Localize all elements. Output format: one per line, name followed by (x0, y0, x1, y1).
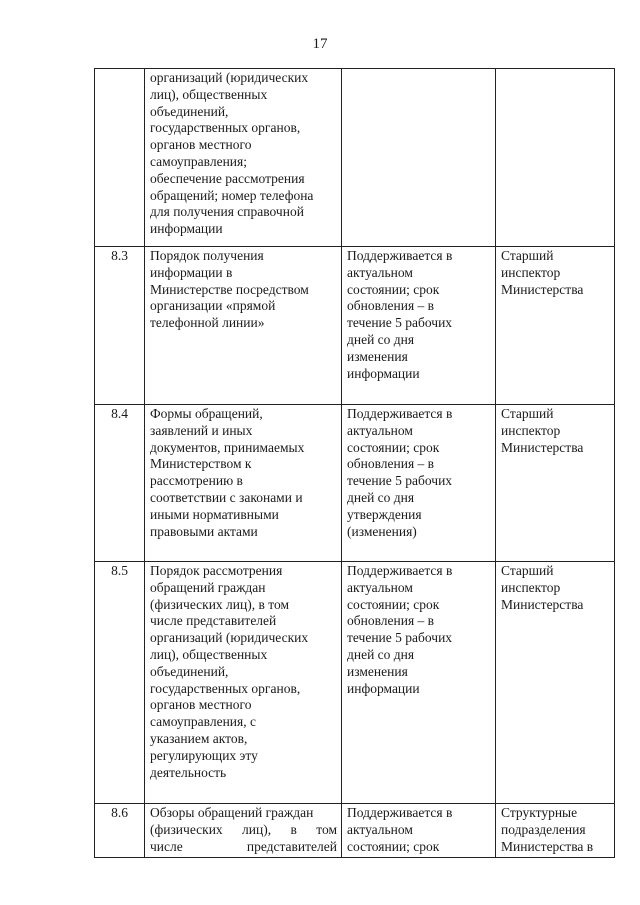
text-line: организации «прямой (150, 298, 276, 314)
text-line: дней со дня (347, 331, 415, 347)
responsible-cell (496, 405, 615, 562)
description-cell (145, 69, 342, 247)
text-line: состоянии; срок (347, 838, 440, 854)
text-line: Министерством к (150, 456, 252, 472)
text-line: обновления – в (347, 456, 435, 472)
text-line: (изменения) (347, 523, 417, 539)
text-line: иными нормативными (150, 506, 279, 522)
update-period-cell (342, 247, 496, 405)
text-line: Старший (501, 406, 554, 421)
text-line: для получения справочной (150, 204, 304, 220)
text-line: Министерства в (501, 838, 594, 854)
text-line: заявлений и иных (150, 422, 253, 438)
text-line: Порядок рассмотрения (150, 563, 283, 578)
text-line: Формы обращений, (150, 406, 263, 421)
update-period-cell (342, 405, 496, 562)
text-line: Структурные (501, 805, 578, 820)
text-line: информации (150, 221, 223, 237)
text-line: телефонной линии» (150, 315, 265, 331)
text-line: Обзоры обращений граждан (150, 805, 314, 820)
text-line: течение 5 рабочих (347, 473, 453, 489)
text-line: рассмотрению в (150, 473, 243, 489)
text-line: дней со дня (347, 646, 415, 662)
text-line: лиц), общественных (150, 86, 268, 102)
text-line: организаций (юридических (150, 70, 309, 85)
text-line: Поддерживается в (347, 805, 453, 820)
text-line: органов местного (150, 137, 252, 153)
description-cell (145, 247, 342, 405)
text-line: Поддерживается в (347, 406, 453, 421)
text-line: инспектор (501, 264, 561, 280)
text-line: самоуправления; (150, 153, 247, 169)
table-row (95, 69, 615, 247)
text-line: Поддерживается в (347, 563, 453, 578)
text-line: правовыми актами (150, 523, 258, 539)
text-line: деятельность (150, 764, 227, 780)
text-line: лиц), общественных (150, 646, 268, 662)
text-line: обеспечение рассмотрения (150, 170, 305, 186)
text-line: Поддерживается в (347, 248, 453, 263)
text-line: регулирующих эту (150, 747, 258, 763)
text-line: информации в (150, 264, 233, 280)
text-line: соответствии с законами и (150, 489, 303, 505)
text-line: инспектор (501, 422, 561, 438)
text-line: Министерства (501, 439, 584, 455)
responsible-cell (496, 247, 615, 405)
text-line: информации (347, 680, 420, 696)
text-line: Министерства (501, 596, 584, 612)
text-line: течение 5 рабочих (347, 315, 453, 331)
text-line: объединений, (150, 663, 229, 679)
text-line: (физических лиц), в том (150, 821, 337, 837)
update-period-cell (342, 804, 496, 858)
text-line: состоянии; срок (347, 439, 440, 455)
text-line: указанием актов, (150, 730, 248, 746)
text-line: Порядок получения (150, 248, 264, 263)
text-line: обращений граждан (150, 579, 266, 595)
text-line: обновления – в (347, 613, 435, 629)
text-line: подразделения (501, 821, 586, 837)
text-line: обновления – в (347, 298, 435, 314)
text-line: самоуправления, с (150, 714, 256, 730)
text-line: документов, принимаемых (150, 439, 305, 455)
text-line: Министерстве посредством (150, 281, 309, 297)
text-line: актуальном (347, 821, 413, 837)
responsible-cell (496, 562, 615, 804)
text-line: (физических лиц), в том (150, 596, 289, 612)
text-line: течение 5 рабочих (347, 630, 453, 646)
text-line: Старший (501, 563, 554, 578)
information-table (94, 68, 615, 858)
text-line: органов местного (150, 697, 252, 713)
row-number-cell: 8.3 (95, 247, 145, 405)
page-number: 17 (312, 36, 328, 52)
text-line: актуальном (347, 579, 413, 595)
text-line: состоянии; срок (347, 281, 440, 297)
text-line: числе представителей (150, 838, 337, 854)
text-line: объединений, (150, 103, 229, 119)
table-row (95, 247, 615, 405)
text-line: информации (347, 365, 420, 381)
table-row (95, 405, 615, 562)
text-line: актуальном (347, 264, 413, 280)
text-line: изменения (347, 663, 408, 679)
description-cell (145, 562, 342, 804)
row-number-cell (95, 69, 145, 247)
row-number-cell: 8.6 (95, 804, 145, 858)
text-line: организаций (юридических (150, 630, 309, 646)
row-number-cell: 8.5 (95, 562, 145, 804)
text-line: Старший (501, 248, 554, 263)
text-line: дней со дня (347, 489, 415, 505)
text-line: состоянии; срок (347, 596, 440, 612)
description-cell (145, 804, 342, 858)
responsible-cell (496, 804, 615, 858)
text-line: Министерства (501, 281, 584, 297)
text-line: государственных органов, (150, 680, 301, 696)
table-row (95, 804, 615, 858)
text-line: актуальном (347, 422, 413, 438)
update-period-cell (342, 562, 496, 804)
text-line: государственных органов, (150, 120, 301, 136)
row-number-cell: 8.4 (95, 405, 145, 562)
table-row (95, 562, 615, 804)
text-line: изменения (347, 348, 408, 364)
text-line: инспектор (501, 579, 561, 595)
update-period-cell (342, 69, 496, 247)
text-line: утверждения (347, 506, 422, 522)
description-cell (145, 405, 342, 562)
responsible-cell (496, 69, 615, 247)
text-line: числе представителей (150, 613, 277, 629)
text-line: обращений; номер телефона (150, 187, 314, 203)
